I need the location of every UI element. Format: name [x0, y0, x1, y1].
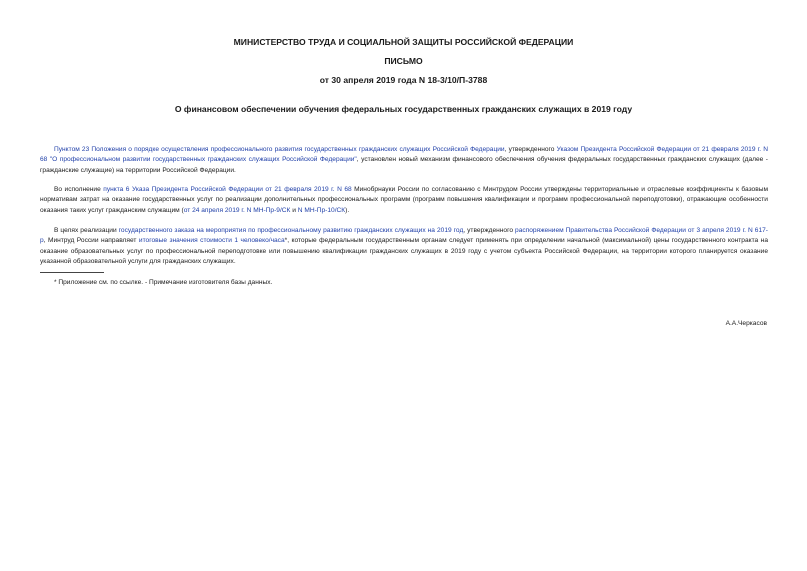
- link-cost-values-attachment[interactable]: итоговые значения стоимости 1 человеко/часа: [138, 237, 285, 245]
- link-order-mn-pr-10[interactable]: N МН-Пр-10/СК: [297, 206, 346, 214]
- document-subject: О финансовом обеспечении обучения федеральных государственных гражданских служащих в 2019 году: [174, 104, 633, 114]
- paragraph-1: [40, 145, 768, 176]
- paragraph-3-text-1: В целях реализации: [54, 227, 119, 234]
- document-type: ПИСЬМО: [384, 56, 423, 66]
- link-order-mn-pr-9[interactable]: от 24 апреля 2019 г. N МН-Пр-9/СК: [183, 206, 291, 214]
- paragraph-1-text-2: , установлен новый механизм финансового обеспечения обучения федеральных государственных гражданских служащих (далее - гражданские служащие) на территории Российской Федерации.: [40, 156, 768, 174]
- paragraph-2-text-2: Минобрнауки России по согласованию с Минтрудом России утверждены территориальные и отраслевые коэффициенты к базовым нормативам затрат на оказание государственных услуг по реализации дополнительных профессиональных программ (программ повышения квалификации и программ профессиональной переподготовки), отражающие особенности оказания таких услуг гражданским служащим (: [40, 186, 768, 214]
- paragraph-3: [40, 226, 768, 267]
- paragraph-3-text-2: , утвержденного: [463, 227, 516, 234]
- link-government-order-617[interactable]: распоряжением Правительства Российской Федерации от 3 апреля 2019 г. N 617-р: [40, 227, 768, 245]
- paragraph-2-text-1: Во исполнение: [54, 186, 104, 193]
- paragraph-3-text-4: *, которые федеральным государственным органам следует применять при определении начальной (максимальной) цены государственного контракта на оказание образовательных услуг по профессиональной переподготовке или повышению квалификации гражданских служащих в 2019 году с учетом субъекта Российской Федерации, на территории которого планируется оказание указанной образовательной услуги для гражданских служащих.: [40, 237, 768, 265]
- signature: А.А.Черкасов: [725, 320, 767, 327]
- paragraph-1-text-1: , утвержденного: [504, 146, 557, 153]
- paragraph-3-text-3: , Минтруд России направляет: [43, 237, 139, 245]
- link-regulation-point-23[interactable]: Пунктом 23 Положения о порядке осуществления профессионального развития государственных гражданских служащих Российской Федерации: [54, 146, 505, 153]
- paragraph-2: [40, 185, 768, 216]
- paragraph-2-text-3: и: [290, 206, 298, 214]
- link-state-order-2019[interactable]: государственного заказа на мероприятия по профессиональному развитию гражданских служащих на 2019 год: [118, 227, 464, 234]
- link-presidential-decree-68[interactable]: Указом Президента Российской Федерации от 21 февраля 2019 г. N 68 "О профессиональном развитии государственных гражданских служащих Российской Федерации": [40, 146, 768, 164]
- document-date-number: от 30 апреля 2019 года N 18-3/10/П-3788: [319, 75, 488, 85]
- footnote-divider: [40, 272, 104, 273]
- footnote: * Приложение см. по ссылке. - Примечание изготовителя базы данных.: [54, 279, 273, 286]
- ministry-title: МИНИСТЕРСТВО ТРУДА И СОЦИАЛЬНОЙ ЗАЩИТЫ РОССИЙСКОЙ ФЕДЕРАЦИИ: [233, 37, 574, 47]
- paragraph-2-text-4: ).: [345, 206, 350, 214]
- link-decree-point-6[interactable]: пункта 6 Указа Президента Российской Федерации от 21 февраля 2019 г. N 68: [103, 186, 352, 193]
